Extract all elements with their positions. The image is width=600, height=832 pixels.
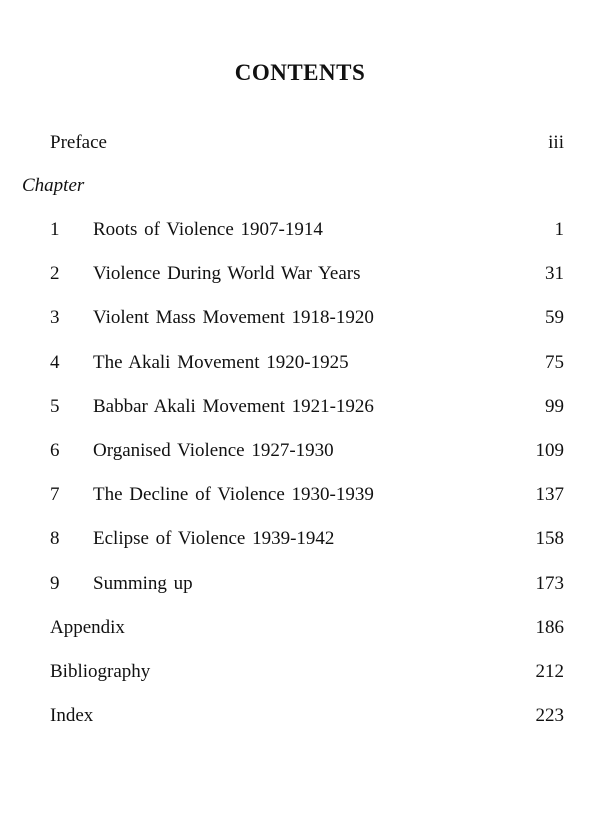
toc-entry-appendix	[0, 615, 600, 641]
chapter-number: 2	[50, 263, 60, 285]
chapter-number: 7	[50, 484, 60, 506]
entry-label: Summing up	[93, 572, 193, 594]
entry-page: 75	[545, 351, 564, 373]
entry-label: Violence During World War Years	[93, 263, 361, 285]
entry-label: The Akali Movement 1920-1925	[93, 351, 349, 373]
toc-entry-chapter	[0, 217, 600, 243]
toc-entry-chapter	[0, 305, 600, 331]
toc-entry-preface	[0, 130, 600, 156]
entry-label: Index	[50, 705, 94, 726]
entry-label: Babbar Akali Movement 1921-1926	[93, 395, 374, 417]
entry-label: Roots of Violence 1907-1914	[93, 219, 323, 240]
entry-label: Organised Violence 1927-1930	[93, 440, 334, 461]
chapter-number: 3	[50, 307, 60, 329]
chapter-number: 8	[50, 528, 60, 550]
chapter-heading-row	[0, 173, 600, 199]
entry-page: 158	[535, 528, 564, 550]
entry-page: 186	[535, 617, 564, 638]
chapter-number: 6	[50, 440, 60, 461]
chapter-number: 5	[50, 395, 60, 417]
toc-entry-bibliography	[0, 659, 600, 685]
page-title: CONTENTS	[234, 60, 366, 85]
toc-entry-chapter	[0, 526, 600, 552]
entry-page: 109	[535, 440, 564, 461]
entry-page: 31	[545, 263, 564, 285]
chapter-number: 1	[50, 219, 60, 240]
entry-label: Eclipse of Violence 1939-1942	[93, 528, 335, 550]
entry-page: 212	[535, 661, 564, 682]
entry-page: 1	[554, 219, 564, 240]
entry-label: Appendix	[50, 617, 125, 638]
entry-page: 173	[535, 572, 564, 594]
entry-page: iii	[548, 132, 564, 153]
entry-page: 223	[535, 705, 564, 726]
toc-entry-chapter	[0, 394, 600, 420]
toc-entry-chapter	[0, 482, 600, 508]
chapter-number: 9	[50, 572, 60, 594]
entry-page: 59	[545, 307, 564, 329]
toc-entry-chapter	[0, 438, 600, 464]
chapter-number: 4	[50, 351, 60, 373]
entry-label: Preface	[50, 132, 107, 153]
chapter-heading: Chapter	[22, 175, 85, 196]
entry-page: 99	[545, 395, 564, 417]
toc-entry-chapter	[0, 261, 600, 287]
entry-page: 137	[535, 484, 564, 506]
toc-entry-chapter	[0, 571, 600, 597]
toc-entry-chapter	[0, 350, 600, 376]
toc-entry-index	[0, 703, 600, 729]
entry-label: Bibliography	[50, 661, 151, 682]
entry-label: Violent Mass Movement 1918-1920	[93, 307, 374, 329]
entry-label: The Decline of Violence 1930-1939	[93, 484, 374, 506]
